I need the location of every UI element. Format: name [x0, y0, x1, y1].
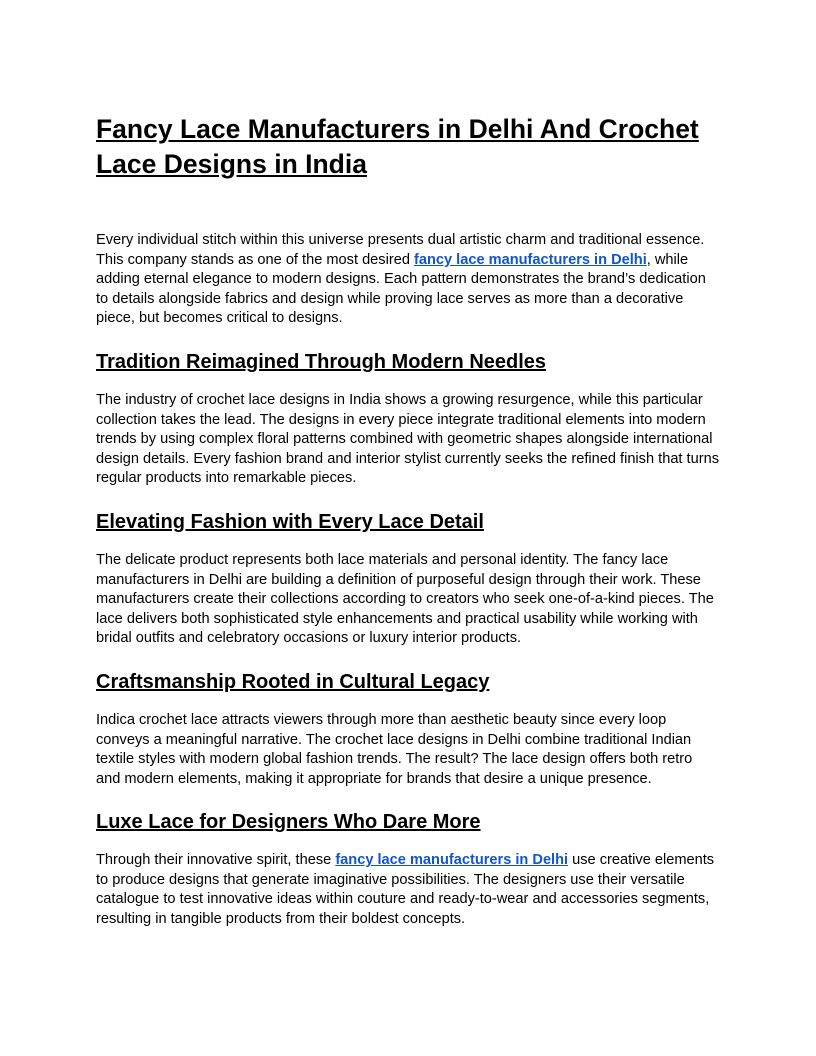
section-body-tradition: The industry of crochet lace designs in India shows a growing resurgence, while this particular collection takes the lead. The designs in every piece integrate traditional elements into modern trends by using complex floral patterns combined with geometric shapes alongside international design details. Every fashion brand and interior stylist currently seeks the refined finish that turns regular products into remarkable pieces. — [96, 391, 719, 487]
luxe-text-after: use creative elements to produce designs that generate imaginative possibilities. The designers use their versatile catalogue to test innovative ideas within couture and ready-to-wear and accessories segments, resulting in tangible products from their boldest concepts. — [96, 852, 715, 928]
section-heading-tradition: Tradition Reimagined Through Modern Needles — [96, 350, 547, 373]
section-heading-craftsmanship: Craftsmanship Rooted in Cultural Legacy — [96, 670, 490, 693]
intro-link[interactable]: fancy lace manufacturers in Delhi — [413, 251, 647, 268]
section-body-fashion: The delicate product represents both lace materials and personal identity. The fancy lace manufacturers in Delhi are building a definition of purposeful design through their work. These manufacturers create their collections according to creators who seek one-of-a-kind pieces. The lace delivers both sophisticated style enhancements and practical usability while working with bridal outfits and celebratory occasions or luxury interior products. — [96, 551, 714, 647]
section-heading-fashion: Elevating Fashion with Every Lace Detail — [96, 510, 484, 533]
intro-text-before: Every individual stitch within this universe presents dual artistic charm and traditional essence. This company stands as one of the most desired — [96, 232, 705, 268]
intro-text-after: , while adding eternal elegance to modern designs. Each pattern demonstrates the brand’s dedication to details alongside fabrics and design while proving lace serves as more than a decorative piece, but becomes critical to designs. — [96, 251, 706, 327]
document-title: Fancy Lace Manufacturers in Delhi And Crochet Lace Designs in India — [96, 114, 699, 179]
section-body-luxe — [96, 851, 720, 929]
luxe-text-before: Through their innovative spirit, these — [96, 852, 336, 869]
section-body-craftsmanship: Indica crochet lace attracts viewers through more than aesthetic beauty since every loop conveys a meaningful narrative. The crochet lace designs in Delhi combine traditional Indian textile styles with modern global fashion trends. The result? The lace design offers both retro and modern elements, making it appropriate for brands that desire a unique presence. — [96, 711, 693, 787]
intro-paragraph — [96, 231, 720, 329]
section-heading-luxe: Luxe Lace for Designers Who Dare More — [96, 811, 481, 834]
luxe-link[interactable]: fancy lace manufacturers in Delhi — [335, 852, 569, 869]
document-page — [96, 112, 720, 930]
